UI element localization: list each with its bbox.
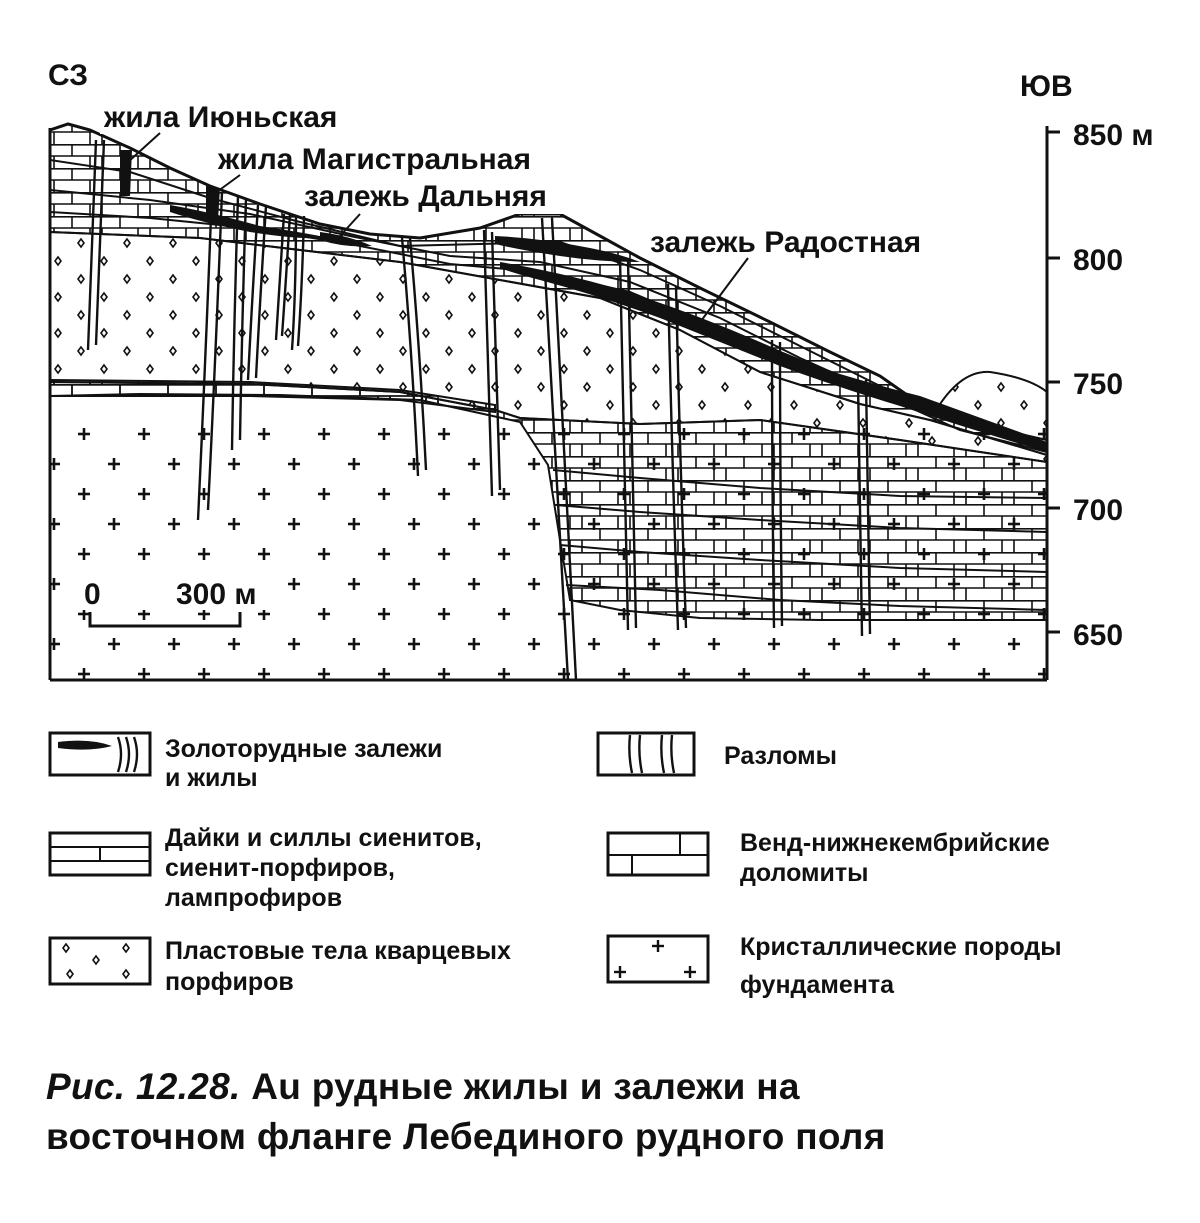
legend-item-dolomites [608, 829, 1050, 887]
tick-700: 700 [1073, 494, 1124, 527]
legend-item-porphyry [50, 937, 511, 996]
legend [50, 733, 1062, 999]
legend-swatch-faults [598, 733, 694, 775]
figure-caption [46, 1062, 1166, 1162]
legend-item-basement [608, 933, 1062, 999]
elevation-tick-labels [1073, 119, 1154, 652]
scale-end: 300 м [176, 578, 257, 611]
legend-dikes-line2: сиенит-порфиров, [165, 854, 395, 882]
legend-porphyry-line2: порфиров [165, 968, 294, 996]
legend-dikes-line1: Дайки и силлы сиенитов, [165, 824, 482, 852]
tick-650: 650 [1073, 619, 1124, 652]
orientation-se: ЮВ [1020, 70, 1073, 103]
legend-dolomites-line1: Венд-нижнекембрийские [740, 829, 1050, 857]
legend-basement-line1: Кристаллические породы [740, 933, 1062, 961]
legend-dikes-line3: лампрофиров [165, 884, 343, 912]
caption-line2: восточном фланге Лебединого рудного поля [46, 1116, 886, 1157]
legend-ore-line2: и жилы [165, 764, 258, 792]
legend-item-faults [598, 733, 837, 775]
legend-basement-line2: фундамента [740, 971, 894, 999]
tick-850: 850 м [1073, 119, 1154, 152]
orientation-nw: СЗ [48, 59, 89, 92]
tick-750: 750 [1073, 368, 1124, 401]
label-vein-main: жила Магистральная [218, 143, 531, 176]
caption-line1: Аu рудные жилы и залежи на [251, 1066, 800, 1107]
elevation-axis [1047, 126, 1060, 680]
legend-porphyry-line1: Пластовые тела кварцевых [165, 937, 511, 965]
ore-vein-june-top [120, 150, 132, 196]
legend-item-ore [50, 733, 442, 792]
label-vein-june: жила Июньская [104, 101, 338, 134]
legend-dolomites-line2: доломиты [740, 859, 869, 887]
tick-800: 800 [1073, 244, 1124, 277]
label-deposit-joyful: залежь Радостная [650, 226, 922, 259]
scale-start: 0 [84, 578, 101, 611]
legend-item-dikes [50, 824, 482, 912]
label-deposit-far: залежь Дальняя [304, 180, 547, 213]
legend-ore-line1: Золоторудные залежи [165, 735, 443, 763]
caption-number: Рис. 12.28. [46, 1066, 241, 1107]
legend-faults-line1: Разломы [724, 742, 837, 770]
